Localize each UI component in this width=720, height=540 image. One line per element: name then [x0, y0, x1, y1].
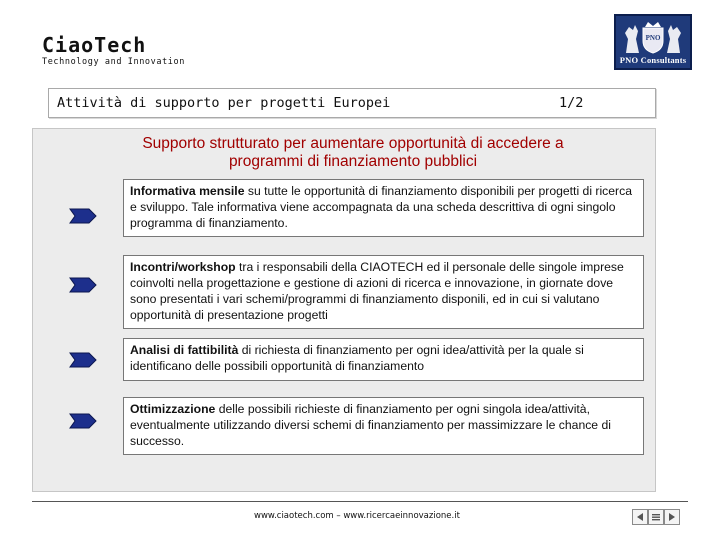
back-icon: [635, 512, 645, 522]
arrow-icon: [69, 277, 97, 293]
heading-line-1: Supporto strutturato per aumentare opportunità di accedere a: [142, 135, 564, 152]
item-text: tra i responsabili della CIAOTECH ed il personale delle singole imprese coinvolti nella progettazione e gestione di azioni di ricerca e innovazione, in giornate dove sono presentati i vari schemi/programmi di finanziamento disponili, ed in cui si valutano opportunità di presentazione progetti: [130, 260, 624, 322]
item-text: di richiesta di finanziamento per ogni idea/attività per la quale si identificano delle possibili opportunità di finanziamento: [130, 343, 584, 373]
list-item: [123, 397, 644, 455]
heading-line-2: programmi di finanziamento pubblici: [228, 153, 478, 170]
arrow-icon: [69, 413, 97, 429]
page-title: Attività di supporto per progetti Europei: [57, 95, 391, 111]
page-number: 1/2: [559, 95, 584, 111]
arrow-icon: [69, 208, 97, 224]
logo-title: CiaoTech: [42, 33, 147, 57]
list-item: [123, 338, 644, 381]
nav-back-button[interactable]: [632, 509, 648, 525]
list-item: [123, 179, 644, 237]
pno-emblem-label: PNO: [645, 34, 661, 42]
item-text: su tutte le opportunità di finanziamento disponibili per progetti di ricerca e sviluppo. Tale informativa viene accompagnata da una scheda descrittiva di ogni singolo programma di finanziamento.: [130, 184, 632, 230]
footer-links: www.ciaotech.com – www.ricercaeinnovazione.it: [254, 511, 460, 521]
pno-logo-text: PNO Consultants: [619, 55, 687, 65]
title-bar: [48, 88, 656, 118]
item-title: Informativa mensile: [130, 184, 245, 198]
list-icon: [651, 512, 661, 522]
pno-consultants-logo: [614, 14, 692, 70]
arrow-icon: [69, 352, 97, 368]
item-text: delle possibili richieste di finanziamento per ogni singola idea/attività, eventualmente utilizzando diversi schemi di finanziamento per massimizzare le chance di successo.: [130, 402, 611, 448]
pno-emblem-icon: [622, 19, 684, 55]
footer-divider: [32, 501, 688, 502]
item-title: Analisi di fattibilità: [130, 343, 239, 357]
content-panel: [32, 128, 656, 492]
section-heading: [93, 135, 613, 171]
ciaotech-logo: [42, 34, 185, 67]
logo-subtitle: Technology and Innovation: [42, 57, 185, 67]
item-title: Ottimizzazione: [130, 402, 216, 416]
nav-forward-button[interactable]: [664, 509, 680, 525]
item-title: Incontri/workshop: [130, 260, 236, 274]
forward-icon: [667, 512, 677, 522]
nav-list-button[interactable]: [648, 509, 664, 525]
list-item: [123, 255, 644, 329]
